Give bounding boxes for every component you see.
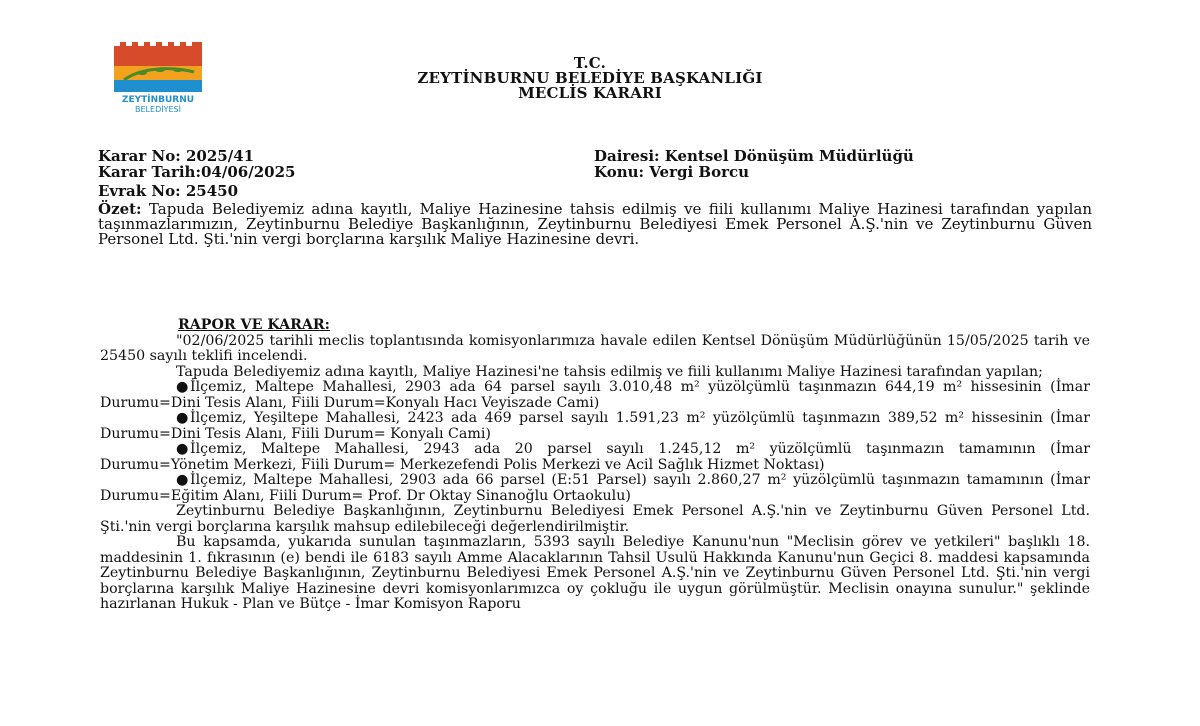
- report-paragraph-3: Zeytinburnu Belediye Başkanlığının, Zeytinburnu Belediyesi Emek Personel A.Ş.'nin ve Zeytinburnu Güven Personel Ltd. Şti.'nin vergi borçlarına karşılık mahsup edilebileceği değerlendirilmiştir.: [100, 503, 1090, 535]
- list-item-text: İlçemiz, Maltepe Mahallesi, 2903 ada 66 parsel (E:51 Parsel) sayılı 2.860,27 m² yüzölçümlü taşınmazın tamamının (İmar Durumu=Eğitim Alanı, Fiili Durum= Prof. Dr Oktay Sinanoğlu Ortaokulu): [100, 472, 1090, 504]
- karar-tarih: Karar Tarih:04/06/2025: [98, 163, 296, 181]
- report-title: RAPOR VE KARAR:: [178, 317, 330, 333]
- summary-paragraph: [98, 202, 1092, 247]
- report-section: [100, 318, 1090, 613]
- list-item-text: İlçemiz, Yeşiltepe Mahallesi, 2423 ada 469 parsel sayılı 1.591,23 m² yüzölçümlü taşınmazın 389,52 m² hissesinin (İmar Durumu=Dini Tesis Alanı, Fiili Durum= Konyalı Cami): [100, 410, 1090, 442]
- evrak-no: Evrak No: 25450: [98, 182, 239, 200]
- list-item-text: İlçemiz, Maltepe Mahallesi, 2943 ada 20 parsel sayılı 1.245,12 m² yüzölçümlü taşınmazın tamamının (İmar Durumu=Yönetim Merkezi, Fiili Durum= Merkezefendi Polis Merkezi ve Acil Sağlık Hizmet Noktası): [100, 441, 1090, 473]
- konu: Konu: Vergi Borcu: [594, 163, 750, 181]
- logo-text-line1: ZEYTİNBURNU: [121, 95, 195, 105]
- bullet-icon: ●: [176, 472, 189, 488]
- bullet-icon: ●: [176, 441, 189, 457]
- list-item: [100, 442, 1090, 473]
- list-item: [100, 473, 1090, 504]
- header-doc-type: MECLİS KARARI: [518, 84, 662, 102]
- header-tc: T.C.: [573, 54, 607, 72]
- document-header: [370, 56, 810, 101]
- logo-text-line2: BELEDİYESİ: [135, 105, 181, 114]
- karar-no: Karar No: 2025/41: [98, 147, 255, 165]
- list-item-text: İlçemiz, Maltepe Mahallesi, 2903 ada 64 parsel sayılı 3.010,48 m² yüzölçümlü taşınmazın 644,19 m² hissesinin (İmar Durumu=Dini Tesis Alanı, Fiili Durum=Konyalı Hacı Veyiszade Cami): [100, 379, 1090, 411]
- municipality-logo: [110, 42, 206, 114]
- report-paragraph-1: "02/06/2025 tarihli meclis toplantısında komisyonlarımıza havale edilen Kentsel Dönüşüm Müdürlüğünün 15/05/2025 tarih ve 25450 sayılı teklifi incelendi.: [100, 332, 1090, 364]
- report-paragraph-4: Bu kapsamda, yukarıda sunulan taşınmazların, 5393 sayılı Belediye Kanunu'nun "Meclisin görev ve yetkileri" başlıklı 18. maddesinin 1. fıkrasının (e) bendi ile 6183 sayılı Amme Alacaklarının Tahsil Usulü Hakkında Kanunu'nun Geçici 8. maddesi kapsamında Zeytinburnu Belediye Başkanlığının, Zeytinburnu Belediyesi Emek Personel A.Ş.'nin ve Zeytinburnu Güven Personel Ltd. Şti.'nin vergi borçlarına karşılık Maliye Hazinesine devri komisyonlarımızca oy çokluğu ile uygun görülmüştür. Meclisin onayına sunulur." şeklinde hazırlanan Hukuk - Plan ve Bütçe - İmar Komisyon Raporu: [100, 534, 1090, 612]
- summary-label: Özet:: [98, 200, 142, 218]
- header-institution: ZEYTİNBURNU BELEDİYE BAŞKANLIĞI: [417, 69, 763, 87]
- bullet-icon: ●: [176, 410, 189, 426]
- report-paragraph-2: Tapuda Belediyemiz adına kayıtlı, Maliye Hazinesi'ne tahsis edilmiş ve fiili kullanımı Maliye Hazinesi tarafından yapılan;: [176, 363, 1043, 380]
- logo-emblem-icon: [110, 42, 206, 114]
- summary-text: Tapuda Belediyemiz adına kayıtlı, Maliye Hazinesine tahsis edilmiş ve fiili kullanımı Maliye Hazinesi tarafından yapılan taşınmazlarımızın, Zeytinburnu Belediye Başkanlığının, Zeytinburnu Belediyesi Emek Personel A.Ş.'nin ve Zeytinburnu Güven Personel Ltd. Şti.'nin vergi borçlarına karşılık Maliye Hazinesine devri.: [98, 200, 1092, 248]
- list-item: [100, 380, 1090, 411]
- bullet-icon: ●: [176, 379, 189, 395]
- list-item: [100, 411, 1090, 442]
- dairesi: Dairesi: Kentsel Dönüşüm Müdürlüğü: [594, 147, 914, 165]
